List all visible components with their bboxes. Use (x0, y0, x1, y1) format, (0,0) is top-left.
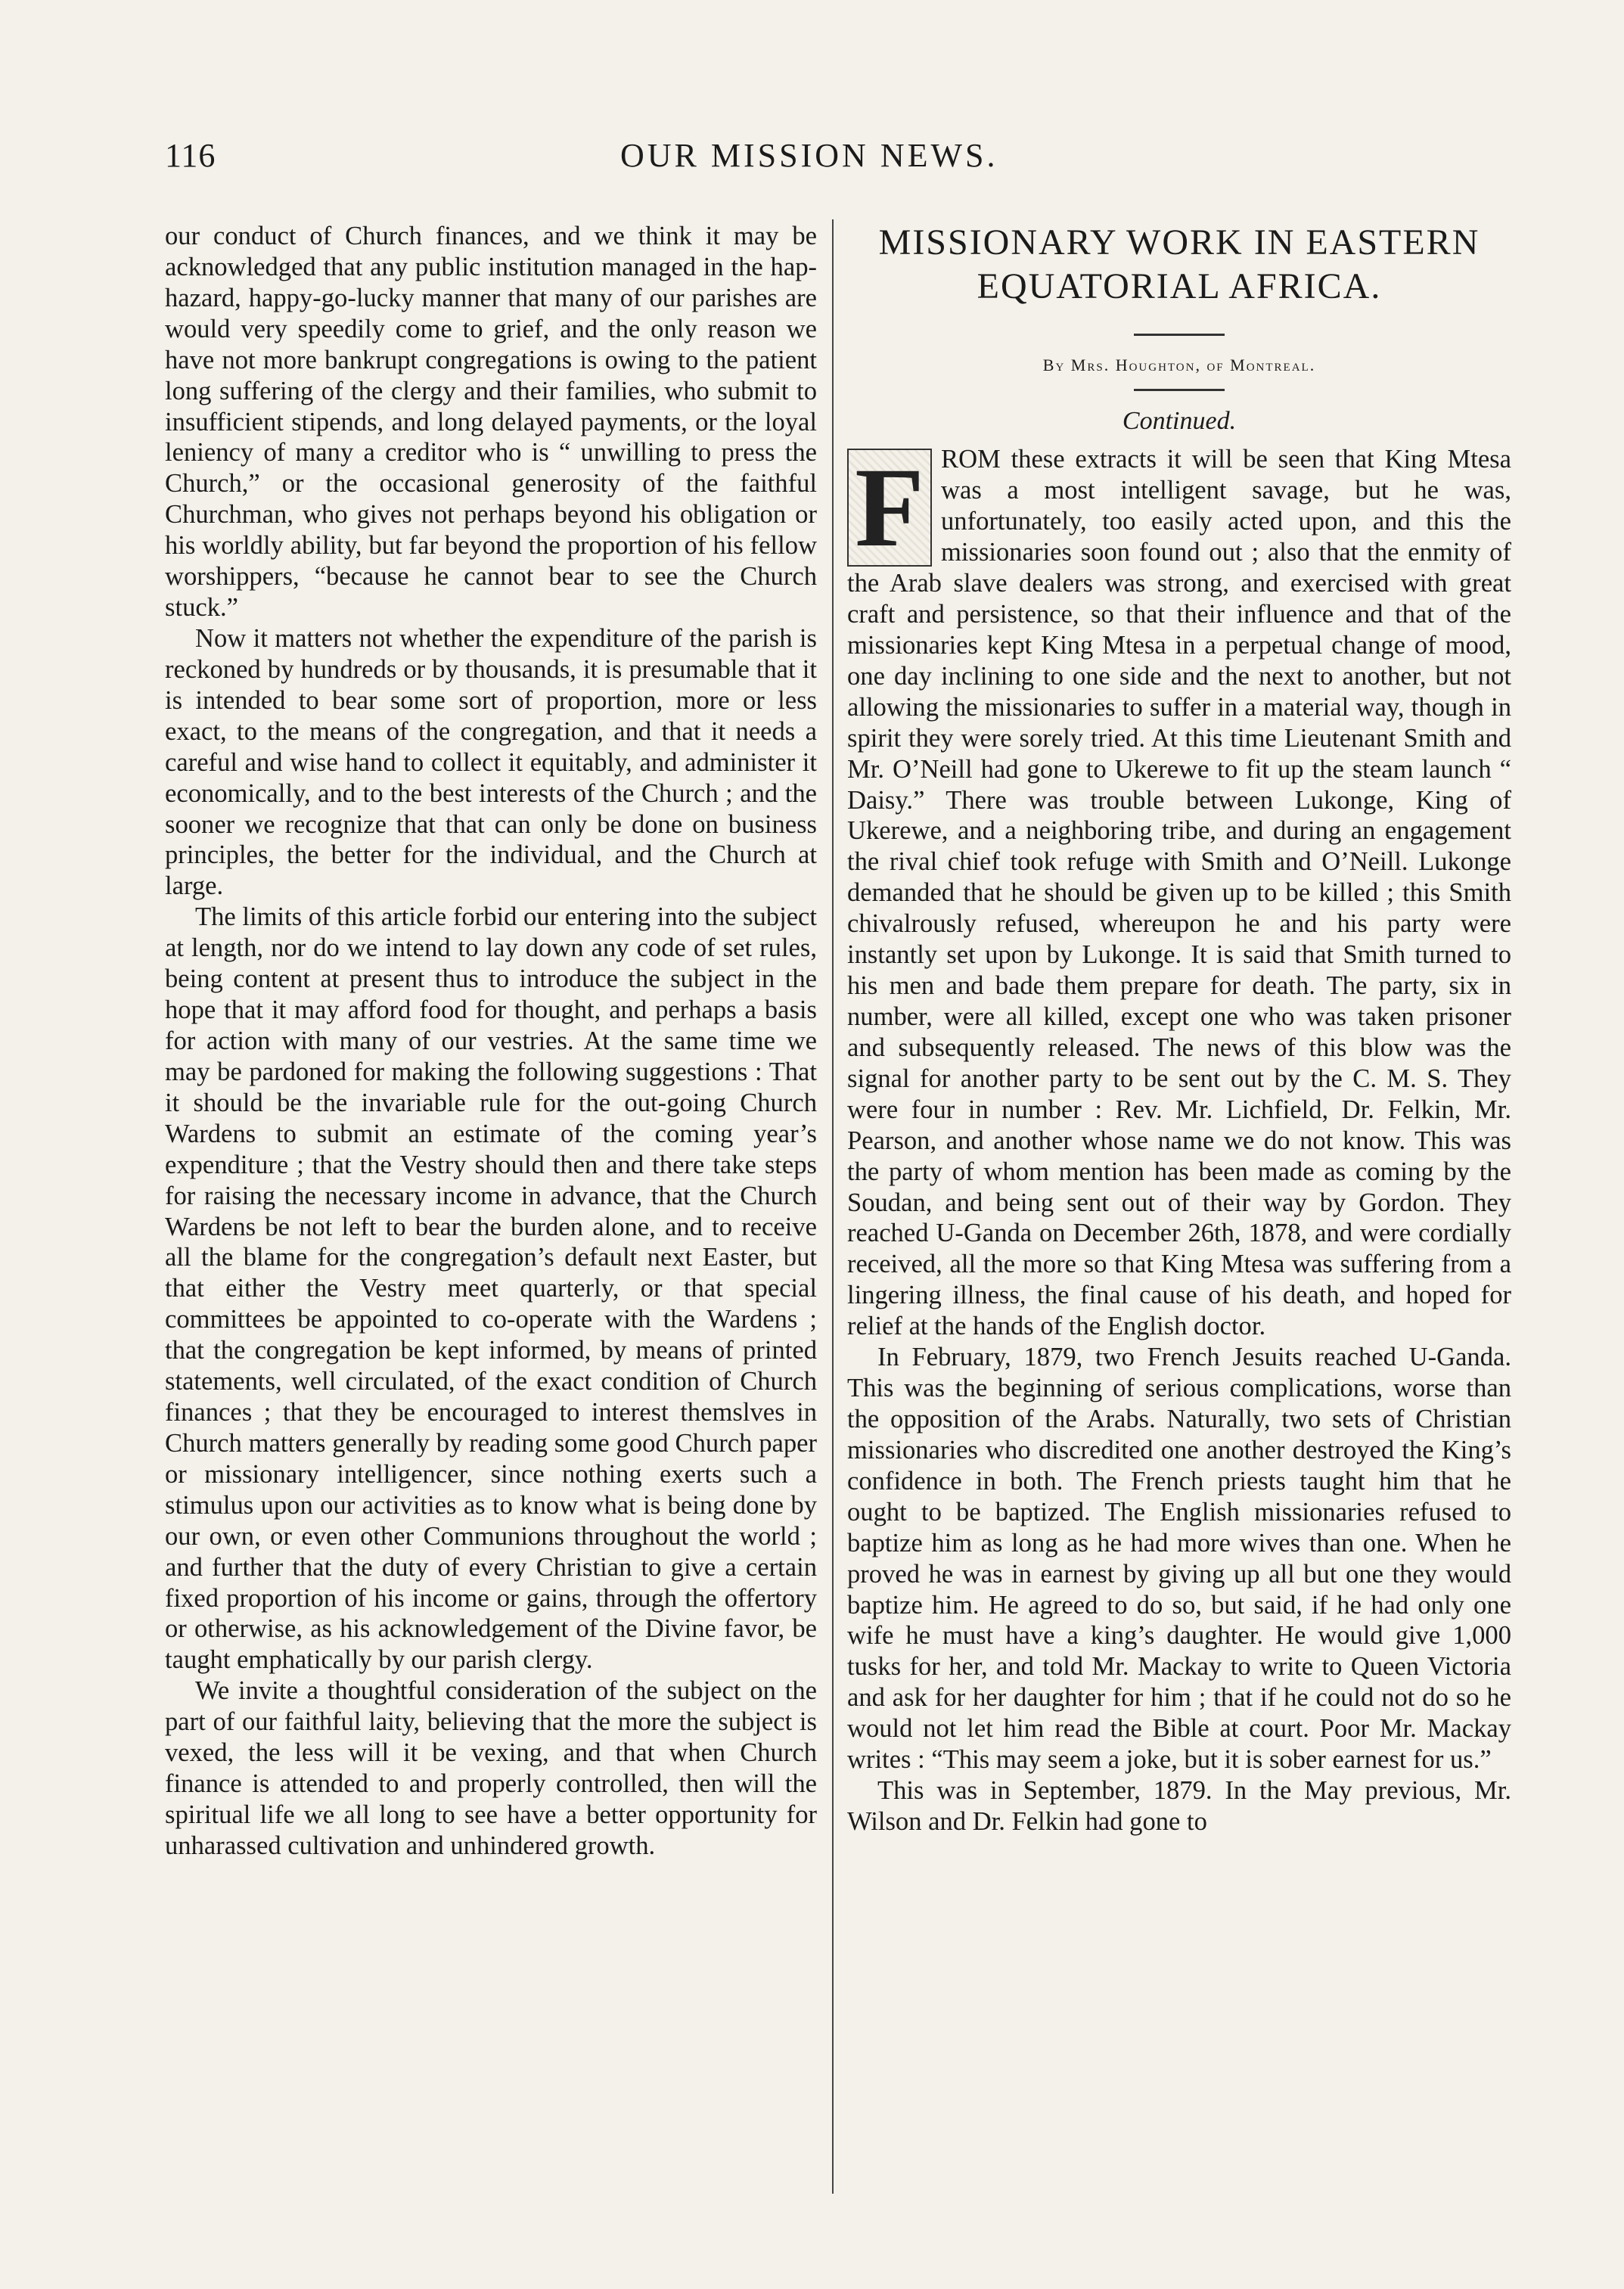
paragraph: Now it matters not whether the expenditure of the parish is reckoned by hundreds or by thousands, it is presumable that it is intended to bear some sort of proportion, more or less exact, to the means of the congregation, and that it needs a careful and wise hand to collect it equitably, and administer it economically, and to the best interests of the Church ; and the sooner we recognize that that can only be done on business principles, the better for the individual, and the Church at large. (165, 623, 817, 901)
first-paragraph (847, 444, 1511, 1342)
paragraph: This was in September, 1879. In the May previous, Mr. Wilson and Dr. Felkin had gone to (847, 1776, 1511, 1836)
page-number: 116 (165, 137, 216, 174)
paragraph: our conduct of Church finances, and we think it may be acknowledged that any public institution managed in the hap-hazard, happy-go-lucky manner that many of our parishes are would very speedily come to grief, and the only reason we have not more bankrupt congregations is owing to the patient long suffering of the clergy and their families, who submit to insufficient stipends, and long delayed payments, or the loyal leniency of many a creditor who is “ unwilling to press the Church,” or the occasional generosity of the faithful Churchman, who gives not perhaps beyond his obligation or his worldly ability, but far beyond the proportion of his fellow worshippers, “because he cannot bear to see the Church stuck.” (165, 222, 817, 623)
paragraph: In February, 1879, two French Jesuits reached U-Ganda. This was the beginning of serious complications, worse than the opposition of the Arabs. Naturally, two sets of Christian missionaries who discredited one another destroyed the King’s confidence in both. The French priests taught him that he ought to be baptized. The English missionaries refused to baptize him as long as he had more wives than one. When he proved he was in earnest by giving up all but one they would baptize him. He agreed to do so, but said, if he had only one wife he must have a king’s daughter. He would give 1,000 tusks for her, and told Mr. Mackay to write to Queen Victoria and ask for her daughter for him ; that if he could not do so he would not let him read the Bible at court. Poor Mr. Mackay writes : “This may seem a joke, but it is sober earnest for us.” (847, 1343, 1511, 1775)
left-column (165, 221, 817, 1862)
right-column (847, 221, 1511, 1837)
column-divider (832, 219, 834, 2194)
dropcap-letter: F (847, 449, 932, 567)
running-title: OUR MISSION NEWS. (620, 137, 998, 174)
first-paragraph-text: ROM these extracts it will be seen that King Mtesa was a most intelligent savage, but he was, unfortunately, too easily acted upon, and this the missionaries soon found out ; also that the enmity of the Arab slave dealers was strong, and exercised with great craft and persistence, so that their influence and that of the missionaries kept King Mtesa in a perpetual change of mood, one day inclining to one side and the next to another, but not allowing the missionaries to suffer in a material way, though in spirit they were sorely tried. At this time Lieutenant Smith and Mr. O’Neill had gone to Ukerewe to fit up the steam launch “ Daisy.” There was trouble between Lukonge, King of Ukerewe, and a neighboring tribe, and during an engagement the rival chief took refuge with Smith and O’Neill. Lukonge demanded that he should be given up to be killed ; this Smith chivalrously refused, whereupon he and his party were instantly set upon by Lukonge. It is said that Smith turned to his men and bade them prepare for death. The party, six in number, were all killed, except one who was taken prisoner and subsequently released. The news of this blow was the signal for another party to be sent out by the C. M. S. They were four in number : Rev. Mr. Lichfield, Dr. Felkin, Mr. Pearson, and another whose name we do not know. This was the party of whom mention has been made as coming by the Soudan, and being sent out of their way by Gordon. They reached U-Ganda on December 26th, 1878, and were cordially received, all the more so that King Mtesa was suffering from a lingering illness, the final cause of his death, and hoped for relief at the hands of the English doctor. (847, 445, 1511, 1341)
title-rule (1134, 334, 1225, 336)
paragraph: The limits of this article forbid our entering into the subject at length, nor do we intend to lay down any code of set rules, being content at present thus to introduce the subject in the hope that it may afford food for thought, and perhaps a basis for action with many of our vestries. At the same time we may be pardoned for making the following suggestions : That it should be the invariable rule for the out-going Church Wardens to submit an estimate of the coming year’s expenditure ; that the Vestry should then and there take steps for raising the necessary income in advance, that the Church Wardens be not left to bear the burden alone, and to receive all the blame for the congregation’s default next Easter, but that either the Vestry meet quarterly, or that special committees be appointed to co-operate with the Wardens ; that the congregation be kept informed, by means of printed statements, well circulated, of the exact condition of Church finances ; that they be encouraged to interest themslves in Church matters generally by reading some good Church paper or missionary intelligencer, since nothing exerts such a stimulus upon our activities as to know what is being done by our own, or even other Communions throughout the world ; and further that the duty of every Christian to give a certain fixed proportion of his income or gains, through the offertory or otherwise, as his acknowledgement of the Divine favor, be taught emphatically by our parish clergy. (165, 902, 817, 1675)
paragraph: We invite a thoughtful consideration of the subject on the part of our faithful laity, believing that the more the subject is vexed, the less will it be vexing, and that when Church finance is attended to and properly controlled, then will the spiritual life we all long to see have a better opportunity for unharassed cultivation and unhindered growth. (165, 1676, 817, 1860)
byline-rule (1134, 389, 1225, 391)
byline: By Mrs. Houghton, of Montreal. (1042, 356, 1316, 375)
continued-label: Continued. (1122, 407, 1237, 436)
article-title: MISSIONARY WORK IN EASTERN EQUATORIAL AFRICA. (878, 222, 1480, 306)
